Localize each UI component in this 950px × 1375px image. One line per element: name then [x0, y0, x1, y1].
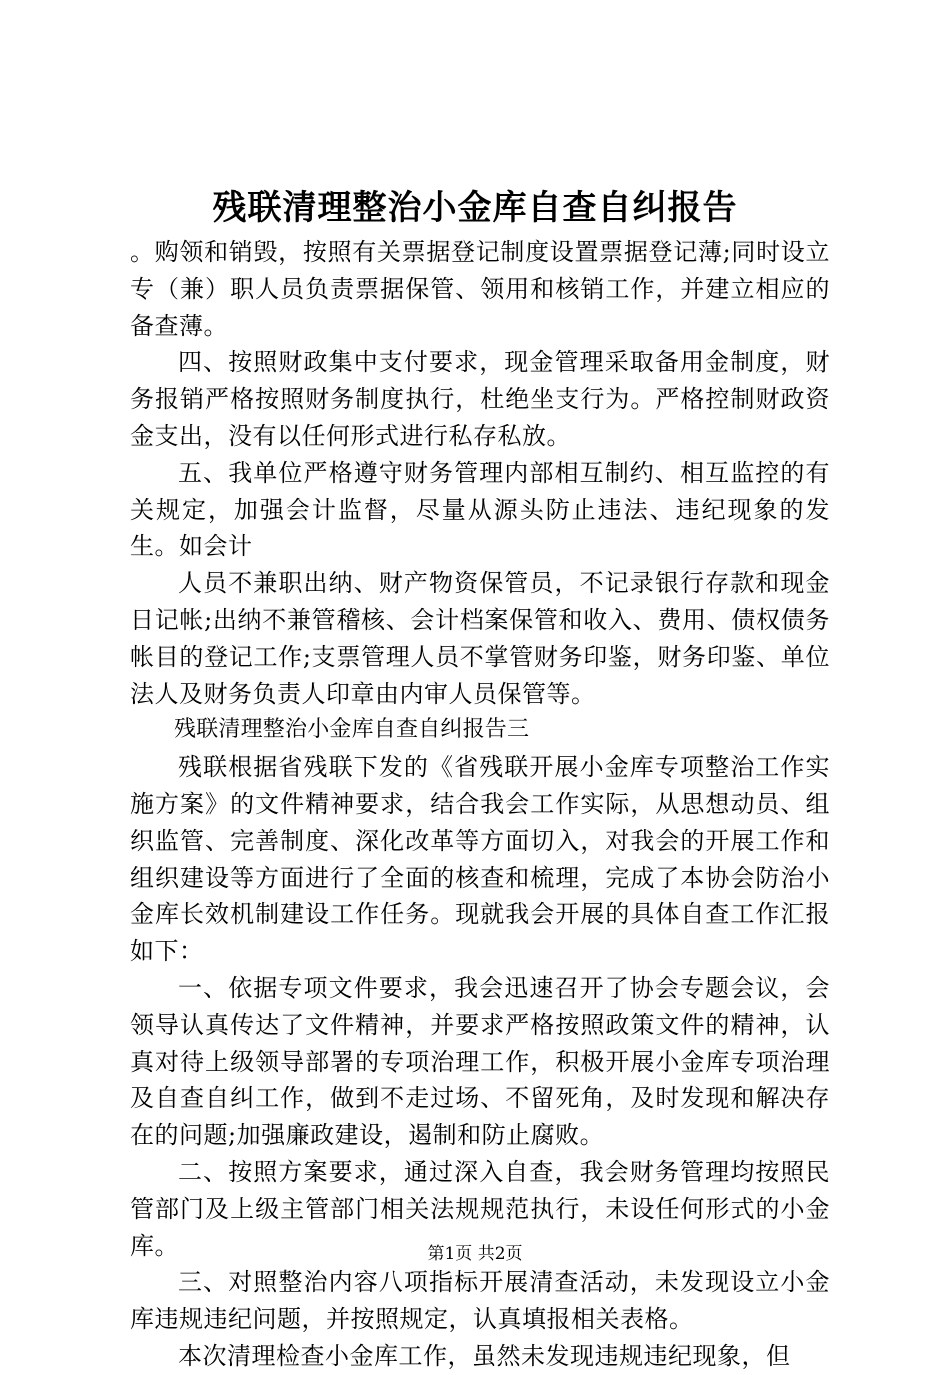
document-body: [130, 234, 830, 1375]
paragraph-introduction: 残联根据省残联下发的《省残联开展小金库专项整治工作实施方案》的文件精神要求，结合我会工作实际，从思想动员、组织监管、完善制度、深化改革等方面切入，对我会的开展工作和组织建设等方面进行了全面的核查和梳理，完成了本协会防治小金库长效机制建设工作任务。现就我会开展的具体自查工作汇报如下：: [130, 753, 830, 966]
paragraph-personnel-separation: 人员不兼职出纳、财产物资保管员，不记录银行存款和现金日记帐;出纳不兼管稽核、会计档案保管和收入、费用、债权债务帐目的登记工作;支票管理人员不掌管财务印鉴，财务印鉴、单位法人及财务负责人印章由内审人员保管等。: [130, 569, 830, 708]
page-number: 第1页 共2页: [427, 1244, 523, 1264]
paragraph-point-two: 二、按照方案要求，通过深入自查，我会财务管理均按照民管部门及上级主管部门相关法规规范执行，未设任何形式的小金库。: [130, 1157, 830, 1260]
paragraph-item-five: 五、我单位严格遵守财务管理内部相互制约、相互监控的有关规定，加强会计监督，尽量从源头防止违法、违纪现象的发生。如会计: [130, 458, 830, 561]
section-heading: 残联清理整治小金库自查自纠报告三: [174, 717, 530, 743]
paragraph-receipt-management: 。购领和销毁，按照有关票据登记制度设置票据登记薄;同时设立专（兼）职人员负责票据保管、领用和核销工作，并建立相应的备查薄。: [130, 238, 830, 340]
paragraph-item-four: 四、按照财政集中支付要求，现金管理采取备用金制度，财务报销严格按照财务制度执行，杜绝坐支行为。严格控制财政资金支出，没有以任何形式进行私存私放。: [130, 348, 830, 450]
document-title: 残联清理整治小金库自查自纠报告: [212, 188, 738, 228]
paragraph-conclusion-start: 本次清理检查小金库工作，虽然未发现违规违纪现象，但: [178, 1341, 791, 1370]
paragraph-point-one: 一、依据专项文件要求，我会迅速召开了协会专题会议，会领导认真传达了文件精神，并要求严格按照政策文件的精神，认真对待上级领导部署的专项治理工作，积极开展小金库专项治理及自查自纠工作，做到不走过场、不留死角，及时发现和解决存在的问题;加强廉政建设，遏制和防止腐败。: [130, 973, 830, 1150]
paragraph-point-three: 三、对照整治内容八项指标开展清查活动，未发现设立小金库违规违纪问题，并按照规定，认真填报相关表格。: [130, 1268, 830, 1334]
